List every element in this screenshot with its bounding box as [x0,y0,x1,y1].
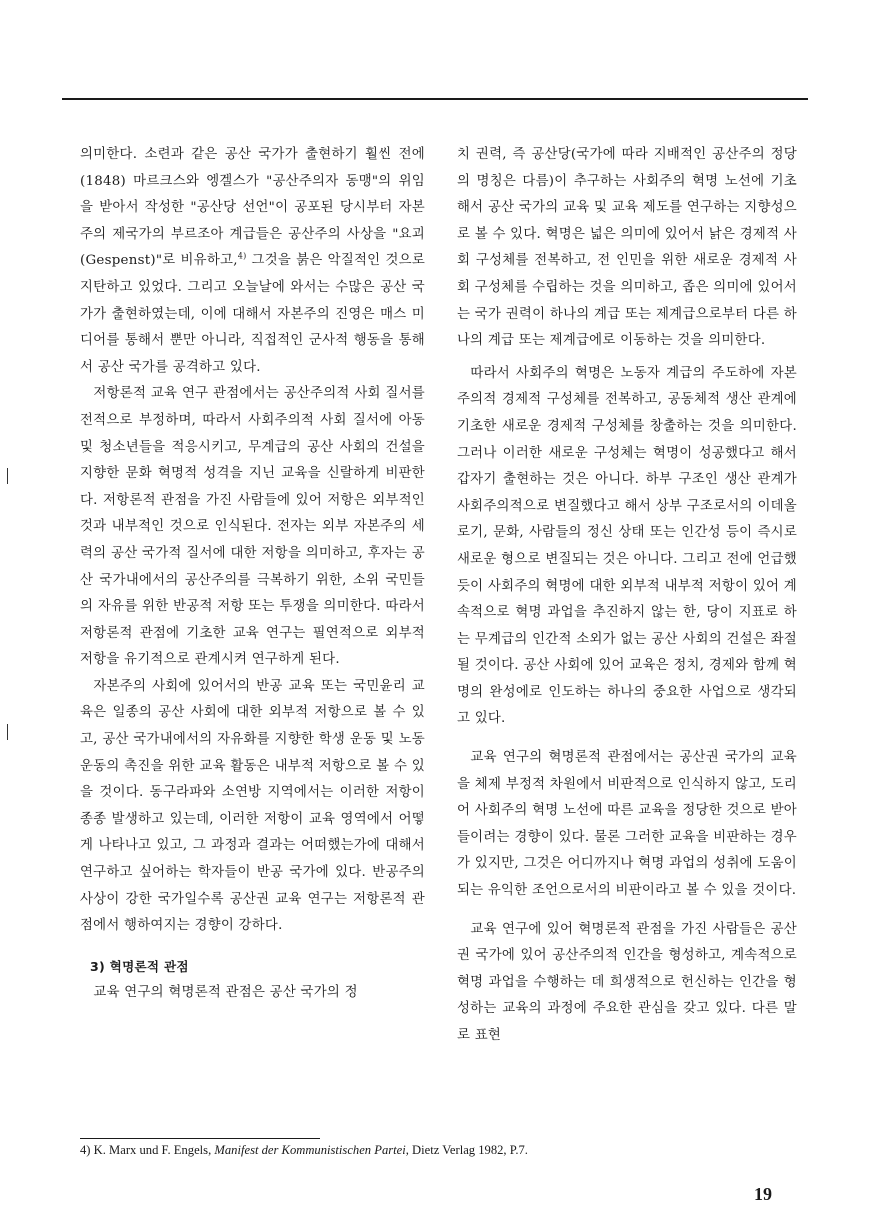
page-number: 19 [754,1184,772,1204]
header-rule [62,98,808,100]
footnote [80,1141,800,1159]
paragraph: 치 권력, 즉 공산당(국가에 따라 지배적인 공산주의 정당의 명칭은 다름)이 추구하는 사회주의 혁명 노선에 기초해서 공산 국가의 교육 및 교육 제도를 연구하는 지향성으로 볼 수 있다. 혁명은 넓은 의미에 있어서 낡은 경제적 사회 구성체를 전복하고, 전 인민을 위한 새로운 경제적 사회 구성체를 수립하는 것을 의미하고, 좁은 의미에 있어서는 국가 권력이 하나의 계급 또는 제계급으로부터 다른 하나의 계급 또는 제계급에로 이동하는 것을 의미한다. [457,147,797,349]
paragraph: 교육 연구에 있어 혁명론적 관점을 가진 사람들은 공산권 국가에 있어 공산주의적 인간을 형성하고, 계속적으로 혁명 과업을 수행하는 데 희생적으로 헌신하는 인간을 형성하는 교육의 과정에 주요한 관심을 갖고 있다. 다른 말로 표현 [457,921,797,1043]
paragraph-text: 그것을 붉은 악질적인 것으로 지탄하고 있었다. 그리고 오늘날에 와서는 수많은 공산 국가가 출현하였는데, 이에 대해서 자본주의 진영은 매스 미디어를 통해서 뿐만 아니라, 직접적인 군사적 행동을 통해서 공산 국가를 공격하고 있다. [80,253,426,375]
paragraph: 자본주의 사회에 있어서의 반공 교육 또는 국민윤리 교육은 일종의 공산 사회에 대한 외부적 저항으로 볼 수 있고, 공산 국가내에서의 자유화를 지향한 학생 운동 및 노동 운동의 촉진을 위한 교육 활동은 내부적 저항으로 볼 수 있을 것이다. 동구라파와 소연방 지역에서는 이러한 저항이 종종 발생하고 있는데, 이러한 저항이 교육 영역에서 어떻게 나타나고 있고, 그 과정과 결과는 어떠했는가에 대해서 연구하고 싶어하는 학자들이 반공 국가에 있다. 반공주의 사상이 강한 국가일수록 공산권 교육 연구는 저항론적 관점에서 행하여지는 경향이 강하다. [80,678,425,934]
scan-mark [7,724,8,740]
footnote-publisher: , Dietz Verlag 1982, P.7. [405,1143,528,1157]
paragraph: 교육 연구의 혁명론적 관점에서는 공산권 국가의 교육을 체제 부정적 차원에서 비판적으로 인식하지 않고, 도리어 사회주의 혁명 노선에 따른 교육을 정당한 것으로 받아들이려는 경향이 있다. 물론 그러한 교육을 비판하는 경우가 있지만, 그것은 어디까지나 혁명 과업의 성취에 도움이 되는 유익한 조언으로서의 비판이라고 볼 수 있을 것이다. [457,750,797,899]
left-column [80,142,425,1006]
footnote-authors: K. Marx und F. Engels, [93,1143,215,1157]
footnote-number: 4) [80,1143,91,1157]
right-column [457,142,797,1050]
paragraph-text: 의미한다. 소련과 같은 공산 국가가 출현하기 훨씬 전에(1848) 마르크스와 엥겔스가 "공산주의자 동맹"의 위임을 받아서 작성한 "공산당 선언"이 공포된 당시부터 자본주의 제국가의 부르조아 계급들은 공산주의 사상을 "요괴(Gespenst)"로 비유하고, [80,147,425,269]
footnote-title: Manifest der Kommunistischen Partei [214,1143,406,1157]
paragraph: 따라서 사회주의 혁명은 노동자 계급의 주도하에 자본주의적 경제적 구성체를 전복하고, 공동체적 생산 관계에 기초한 새로운 경제적 구성체를 창출하는 것을 의미한다. 그러나 이러한 새로운 구성체는 혁명이 성공했다고 해서 갑자기 출현하는 것은 아니다. 하부 구조인 생산 관계가 사회주의적으로 변질했다고 해서 상부 구조로서의 이데올로기, 문화, 사람들의 정신 상태 또는 인간성 등이 즉시로 새로운 형으로 변질되는 것은 아니다. 그리고 전에 언급했듯이 사회주의 혁명에 대한 외부적 내부적 저항이 있어 계속적으로 혁명 과업을 추진하지 않는 한, 당이 지표로 하는 무계급의 인간적 소외가 없는 공산 사회의 건설은 좌절될 것이다. 공산 사회에 있어 교육은 정치, 경제와 함께 혁명의 완성에로 인도하는 하나의 중요한 사업으로 생각되고 있다. [457,365,797,727]
scan-mark [7,468,8,484]
section-heading: 3) 혁명론적 관점 [90,958,189,974]
paragraph: 교육 연구의 혁명론적 관점은 공산 국가의 정 [93,984,358,1000]
footnote-rule [80,1138,320,1139]
paragraph [80,142,425,381]
footnote-reference[interactable]: 4) [237,251,247,261]
paragraph: 저항론적 교육 연구 관점에서는 공산주의적 사회 질서를 전적으로 부정하며, 따라서 사회주의적 사회 질서에 아동 및 청소년들을 적응시키고, 무계급의 공산 사회의 건설을 지향한 문화 혁명적 성격을 지닌 교육을 신랄하게 비판한다. 저항론적 관점을 가진 사람들에 있어 저항은 외부적인 것과 내부적인 것으로 인식된다. 전자는 외부 자본주의 세력의 공산 국가적 질서에 대한 저항을 의미하고, 후자는 공산 국가내에서의 공산주의를 극복하기 위한, 소위 국민들의 자유를 위한 반공적 저항 또는 투쟁을 의미한다. 따라서 저항론적 관점에 기초한 교육 연구는 필연적으로 외부적 저항을 유기적으로 관계시켜 연구하게 된다. [80,386,425,668]
